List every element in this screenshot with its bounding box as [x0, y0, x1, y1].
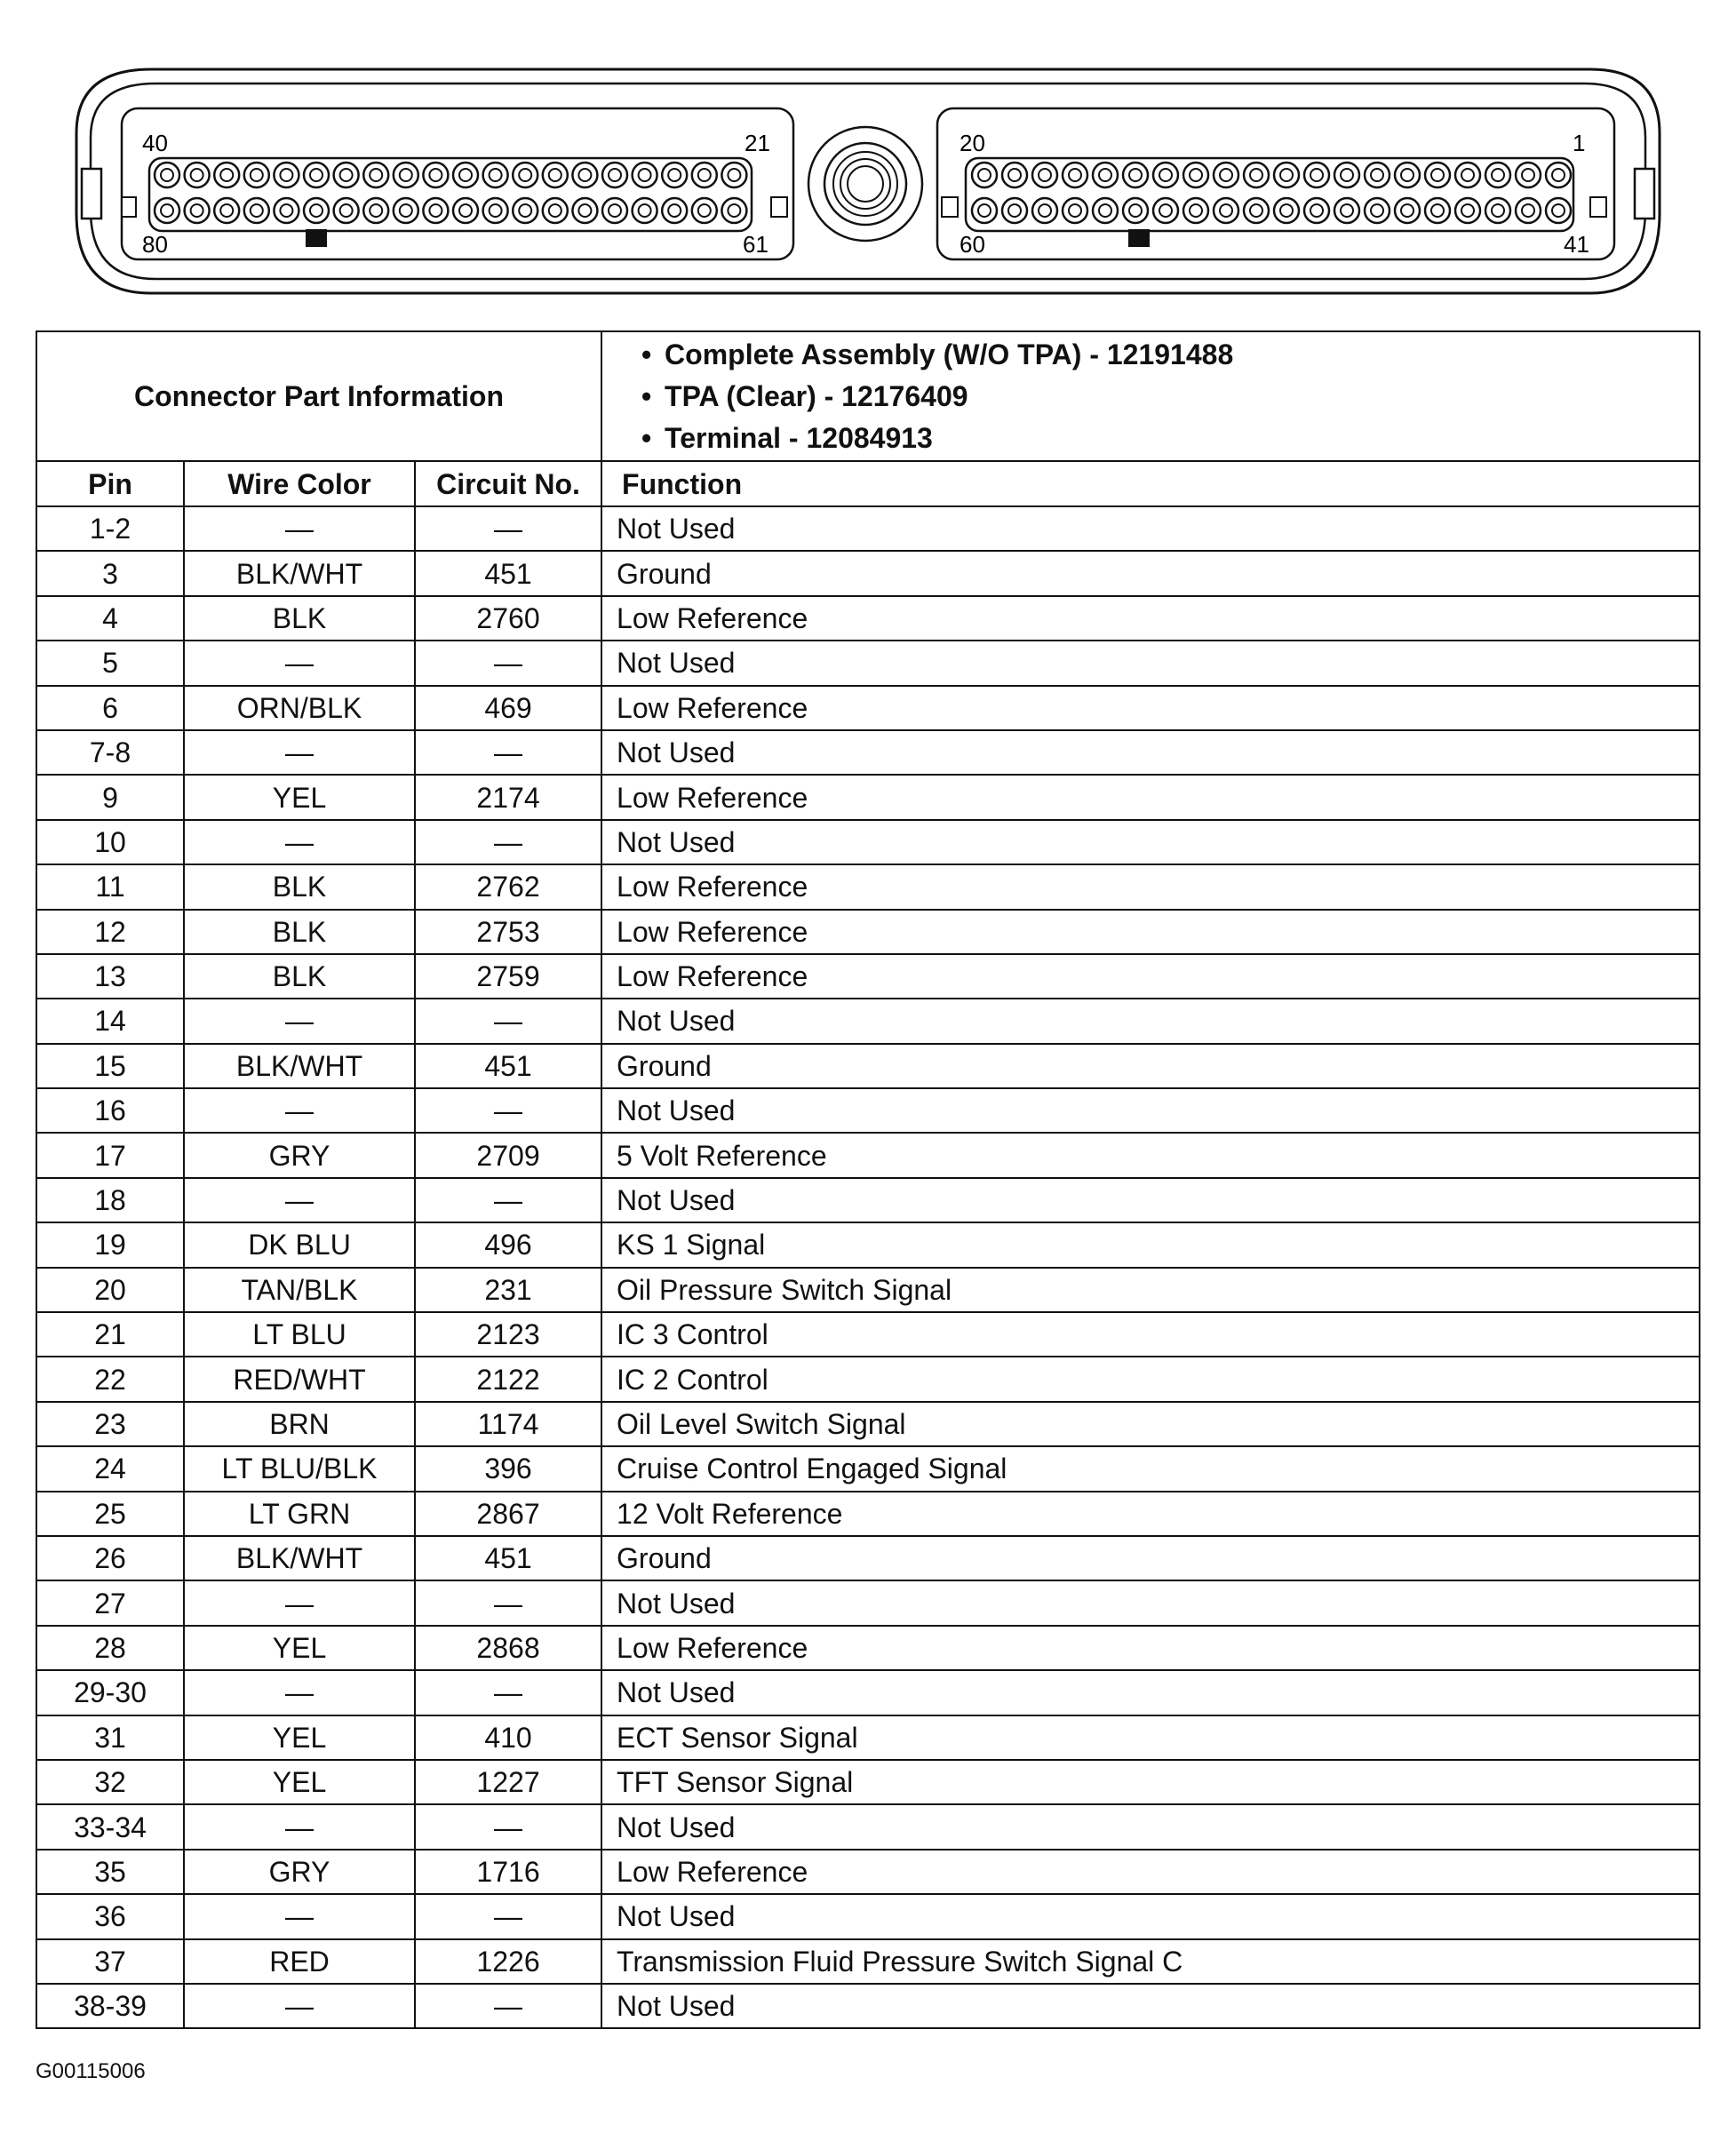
pin-cell: 19	[36, 1222, 184, 1267]
right-pin-hole	[1214, 163, 1238, 187]
wire-color-cell: —	[184, 820, 415, 864]
table-row	[36, 1312, 1700, 1357]
pin-label-40: 40	[142, 130, 168, 156]
right-pin-hole	[1485, 163, 1510, 187]
wire-color-cell: —	[184, 1804, 415, 1849]
circuit-cell: —	[415, 730, 601, 775]
left-pin-hole	[453, 198, 478, 223]
table-row	[36, 506, 1700, 551]
right-pin-hole	[1093, 198, 1118, 223]
left-pin-hole	[423, 198, 448, 223]
right-block-key-right	[1590, 197, 1606, 217]
pin-cell: 15	[36, 1044, 184, 1088]
wire-color-cell: BLK/WHT	[184, 1536, 415, 1580]
wire-color-cell: DK BLU	[184, 1222, 415, 1267]
right-pin-hole	[1032, 163, 1057, 187]
pin-cell: 14	[36, 999, 184, 1043]
circuit-cell: 2123	[415, 1312, 601, 1357]
connector-housing-inner	[91, 84, 1645, 279]
left-pin-hole	[602, 163, 627, 187]
table-row	[36, 1268, 1700, 1312]
table-row	[36, 864, 1700, 909]
part-info-item: • TPA (Clear) - 12176409	[641, 380, 968, 412]
circuit-cell: —	[415, 1580, 601, 1625]
right-pin-hole	[1123, 163, 1148, 187]
left-pin-hole	[662, 198, 687, 223]
pin-label-61: 61	[743, 231, 768, 258]
right-pin-hole	[1244, 198, 1269, 223]
left-block-key-right	[771, 197, 787, 217]
right-pin-hole	[1274, 163, 1299, 187]
circuit-cell: 2709	[415, 1133, 601, 1177]
pin-cell: 36	[36, 1894, 184, 1938]
pin-cell: 32	[36, 1760, 184, 1804]
left-pin-hole	[363, 198, 388, 223]
pin-label-60: 60	[960, 231, 985, 258]
pin-cell: 28	[36, 1626, 184, 1670]
function-cell: Not Used	[601, 1894, 1700, 1938]
right-pin-hole	[1063, 163, 1087, 187]
table-row	[36, 1715, 1700, 1760]
pin-cell: 35	[36, 1850, 184, 1894]
wire-color-cell: —	[184, 1894, 415, 1938]
part-info-label: Connector Part Information	[36, 331, 601, 461]
right-pin-hole	[1485, 198, 1510, 223]
function-cell: Not Used	[601, 1670, 1700, 1715]
circuit-cell: 396	[415, 1446, 601, 1491]
right-pin-hole	[1395, 198, 1420, 223]
left-pin-hole	[334, 198, 359, 223]
circuit-cell: —	[415, 999, 601, 1043]
pin-label-80: 80	[142, 231, 168, 258]
pin-cell: 23	[36, 1402, 184, 1446]
table-row	[36, 1580, 1700, 1625]
pin-cell: 33-34	[36, 1804, 184, 1849]
table-header-row	[36, 461, 1700, 506]
left-pin-hole	[602, 198, 627, 223]
part-info-item: • Complete Assembly (W/O TPA) - 12191488	[641, 338, 1234, 370]
left-pin-hole	[721, 198, 746, 223]
function-cell: ECT Sensor Signal	[601, 1715, 1700, 1760]
function-cell: Low Reference	[601, 1626, 1700, 1670]
circuit-cell: 2759	[415, 954, 601, 999]
table-row	[36, 1446, 1700, 1491]
connector-face-diagram	[0, 0, 1736, 311]
table-row	[36, 1939, 1700, 1984]
header-function: Function	[601, 461, 1700, 506]
pin-cell: 16	[36, 1088, 184, 1133]
right-pin-hole	[1455, 198, 1480, 223]
left-pin-hole	[214, 163, 239, 187]
circuit-cell: 2174	[415, 775, 601, 819]
function-cell: Not Used	[601, 730, 1700, 775]
function-cell: IC 2 Control	[601, 1357, 1700, 1401]
left-pin-hole	[633, 163, 657, 187]
function-cell: Not Used	[601, 1804, 1700, 1849]
circuit-cell: 1716	[415, 1850, 601, 1894]
left-pin-hole	[423, 163, 448, 187]
circuit-cell: —	[415, 1088, 601, 1133]
pin-cell: 37	[36, 1939, 184, 1984]
wire-color-cell: —	[184, 641, 415, 685]
pin-holes	[155, 163, 1571, 223]
header-pin: Pin	[36, 461, 184, 506]
table-row	[36, 551, 1700, 595]
function-cell: Low Reference	[601, 864, 1700, 909]
right-block-key-left	[942, 197, 958, 217]
right-pin-hole	[1425, 163, 1450, 187]
right-pin-hole	[1153, 163, 1178, 187]
left-pin-hole	[543, 198, 568, 223]
left-pin-hole	[483, 198, 508, 223]
left-polarization-key	[306, 229, 327, 247]
pin-cell: 13	[36, 954, 184, 999]
circuit-cell: 2762	[415, 864, 601, 909]
right-pin-hole	[1516, 198, 1541, 223]
center-bolt	[808, 127, 922, 241]
left-pin-hole	[155, 163, 179, 187]
table-row	[36, 1222, 1700, 1267]
function-cell: Oil Level Switch Signal	[601, 1402, 1700, 1446]
right-pin-hole	[1214, 198, 1238, 223]
right-pin-hole	[1455, 163, 1480, 187]
right-pin-hole	[1365, 163, 1390, 187]
left-pin-hole	[394, 198, 418, 223]
wire-color-cell: —	[184, 999, 415, 1043]
wire-color-cell: BLK	[184, 910, 415, 954]
circuit-cell: 496	[415, 1222, 601, 1267]
circuit-cell: —	[415, 1804, 601, 1849]
table-row	[36, 775, 1700, 819]
table-row	[36, 1088, 1700, 1133]
function-cell: 5 Volt Reference	[601, 1133, 1700, 1177]
table-row	[36, 1850, 1700, 1894]
table-row	[36, 641, 1700, 685]
pin-label-41: 41	[1564, 231, 1589, 258]
circuit-cell: —	[415, 1178, 601, 1222]
header-wire-color: Wire Color	[184, 461, 415, 506]
circuit-cell: 451	[415, 1536, 601, 1580]
right-pin-hole	[972, 163, 997, 187]
function-cell: TFT Sensor Signal	[601, 1760, 1700, 1804]
wire-color-cell: BLK	[184, 864, 415, 909]
left-pin-hole	[214, 198, 239, 223]
pin-cell: 20	[36, 1268, 184, 1312]
right-pin-hole	[1334, 198, 1359, 223]
pin-cell: 10	[36, 820, 184, 864]
function-cell: Ground	[601, 1536, 1700, 1580]
function-cell: Not Used	[601, 506, 1700, 551]
wire-color-cell: —	[184, 1178, 415, 1222]
connector-pinout-table	[36, 330, 1700, 2029]
right-pin-block	[937, 108, 1614, 259]
table-row	[36, 1804, 1700, 1849]
right-pin-hole	[1334, 163, 1359, 187]
wire-color-cell: RED/WHT	[184, 1357, 415, 1401]
left-pin-hole	[453, 163, 478, 187]
pin-cell: 18	[36, 1178, 184, 1222]
right-pin-hole	[1274, 198, 1299, 223]
function-cell: Low Reference	[601, 596, 1700, 641]
table-row	[36, 1760, 1700, 1804]
pin-cell: 31	[36, 1715, 184, 1760]
left-pin-hole	[394, 163, 418, 187]
wire-color-cell: BLK/WHT	[184, 551, 415, 595]
right-pin-hole	[1304, 163, 1329, 187]
left-pin-frame	[149, 158, 752, 231]
left-pin-hole	[572, 198, 597, 223]
pin-cell: 17	[36, 1133, 184, 1177]
table-row	[36, 596, 1700, 641]
part-info-item: • Terminal - 12084913	[641, 422, 933, 454]
table-row	[36, 1536, 1700, 1580]
circuit-cell: —	[415, 820, 601, 864]
wire-color-cell: LT GRN	[184, 1492, 415, 1536]
pin-cell: 38-39	[36, 1984, 184, 2028]
circuit-cell: 469	[415, 686, 601, 730]
wire-color-cell: GRY	[184, 1850, 415, 1894]
wire-color-cell: BRN	[184, 1402, 415, 1446]
table-row	[36, 686, 1700, 730]
wire-color-cell: LT BLU	[184, 1312, 415, 1357]
table-row	[36, 1178, 1700, 1222]
part-info-list	[601, 331, 1700, 461]
table-row	[36, 1133, 1700, 1177]
right-pin-hole	[1516, 163, 1541, 187]
left-pin-hole	[304, 163, 329, 187]
table-row	[36, 1044, 1700, 1088]
circuit-cell: 410	[415, 1715, 601, 1760]
function-cell: 12 Volt Reference	[601, 1492, 1700, 1536]
pin-cell: 4	[36, 596, 184, 641]
left-pin-hole	[633, 198, 657, 223]
function-cell: IC 3 Control	[601, 1312, 1700, 1357]
wire-color-cell: BLK	[184, 596, 415, 641]
wire-color-cell: LT BLU/BLK	[184, 1446, 415, 1491]
table-row	[36, 1626, 1700, 1670]
function-cell: Not Used	[601, 999, 1700, 1043]
wire-color-cell: RED	[184, 1939, 415, 1984]
right-pin-hole	[1546, 163, 1571, 187]
left-pin-hole	[513, 163, 538, 187]
circuit-cell: 2753	[415, 910, 601, 954]
function-cell: KS 1 Signal	[601, 1222, 1700, 1267]
circuit-cell: 231	[415, 1268, 601, 1312]
wire-color-cell: ORN/BLK	[184, 686, 415, 730]
wire-color-cell: —	[184, 1088, 415, 1133]
circuit-cell: 1226	[415, 1939, 601, 1984]
function-cell: Low Reference	[601, 686, 1700, 730]
wire-color-cell: BLK	[184, 954, 415, 999]
circuit-cell: —	[415, 1894, 601, 1938]
left-pin-hole	[334, 163, 359, 187]
wire-color-cell: BLK/WHT	[184, 1044, 415, 1088]
circuit-cell: —	[415, 1984, 601, 2028]
right-pin-hole	[1153, 198, 1178, 223]
circuit-cell: —	[415, 1670, 601, 1715]
function-cell: Not Used	[601, 1580, 1700, 1625]
circuit-cell: 1227	[415, 1760, 601, 1804]
part-info-row	[36, 331, 1700, 461]
left-pin-hole	[543, 163, 568, 187]
wire-color-cell: —	[184, 730, 415, 775]
wire-color-cell: YEL	[184, 1760, 415, 1804]
circuit-cell: 2867	[415, 1492, 601, 1536]
function-cell: Transmission Fluid Pressure Switch Signal C	[601, 1939, 1700, 1984]
pin-cell: 24	[36, 1446, 184, 1491]
function-cell: Not Used	[601, 1178, 1700, 1222]
right-latch	[1635, 169, 1654, 219]
left-pin-hole	[244, 198, 269, 223]
left-pin-hole	[513, 198, 538, 223]
left-block-key-left	[122, 197, 136, 217]
wire-color-cell: YEL	[184, 1715, 415, 1760]
function-cell: Oil Pressure Switch Signal	[601, 1268, 1700, 1312]
right-pin-hole	[1002, 198, 1027, 223]
right-pin-hole	[1395, 163, 1420, 187]
right-pin-hole	[1002, 163, 1027, 187]
table-row	[36, 1357, 1700, 1401]
circuit-cell: —	[415, 506, 601, 551]
function-cell: Ground	[601, 1044, 1700, 1088]
left-pin-hole	[304, 198, 329, 223]
pin-label-1: 1	[1573, 130, 1586, 156]
right-pin-hole	[1425, 198, 1450, 223]
left-pin-hole	[244, 163, 269, 187]
pin-cell: 22	[36, 1357, 184, 1401]
left-pin-hole	[572, 163, 597, 187]
pin-cell: 12	[36, 910, 184, 954]
circuit-cell: 2868	[415, 1626, 601, 1670]
function-cell: Low Reference	[601, 775, 1700, 819]
pin-cell: 5	[36, 641, 184, 685]
left-pin-hole	[692, 198, 717, 223]
function-cell: Ground	[601, 551, 1700, 595]
right-pin-hole	[1244, 163, 1269, 187]
right-pin-hole	[1183, 198, 1208, 223]
left-pin-hole	[185, 198, 210, 223]
right-pin-hole	[1304, 198, 1329, 223]
wire-color-cell: —	[184, 506, 415, 551]
pin-cell: 21	[36, 1312, 184, 1357]
left-pin-hole	[274, 163, 299, 187]
wire-color-cell: —	[184, 1984, 415, 2028]
table-row	[36, 1670, 1700, 1715]
table-row	[36, 730, 1700, 775]
right-pin-hole	[1183, 163, 1208, 187]
pin-cell: 29-30	[36, 1670, 184, 1715]
left-pin-hole	[721, 163, 746, 187]
circuit-cell: 451	[415, 551, 601, 595]
left-pin-hole	[692, 163, 717, 187]
function-cell: Low Reference	[601, 1850, 1700, 1894]
function-cell: Not Used	[601, 1088, 1700, 1133]
right-pin-hole	[972, 198, 997, 223]
figure-code: G00115006	[36, 2059, 146, 2083]
pin-label-21: 21	[745, 130, 770, 156]
left-pin-hole	[363, 163, 388, 187]
function-cell: Not Used	[601, 820, 1700, 864]
pin-cell: 6	[36, 686, 184, 730]
table-row	[36, 820, 1700, 864]
table-row	[36, 910, 1700, 954]
left-pin-hole	[274, 198, 299, 223]
circuit-cell: —	[415, 641, 601, 685]
right-polarization-key	[1128, 229, 1150, 247]
pin-cell: 3	[36, 551, 184, 595]
wire-color-cell: TAN/BLK	[184, 1268, 415, 1312]
right-pin-hole	[1365, 198, 1390, 223]
pin-cell: 9	[36, 775, 184, 819]
function-cell: Not Used	[601, 641, 1700, 685]
pin-cell: 11	[36, 864, 184, 909]
table-row	[36, 999, 1700, 1043]
wire-color-cell: YEL	[184, 1626, 415, 1670]
function-cell: Low Reference	[601, 954, 1700, 999]
wire-color-cell: —	[184, 1670, 415, 1715]
wire-color-cell: YEL	[184, 775, 415, 819]
pin-cell: 7-8	[36, 730, 184, 775]
circuit-cell: 2760	[415, 596, 601, 641]
circuit-cell: 451	[415, 1044, 601, 1088]
left-pin-hole	[185, 163, 210, 187]
wire-color-cell: —	[184, 1580, 415, 1625]
left-pin-hole	[662, 163, 687, 187]
circuit-cell: 1174	[415, 1402, 601, 1446]
left-latch	[82, 169, 101, 219]
header-circuit-no: Circuit No.	[415, 461, 601, 506]
function-cell: Low Reference	[601, 910, 1700, 954]
wire-color-cell: GRY	[184, 1133, 415, 1177]
pin-label-20: 20	[960, 130, 985, 156]
right-pin-hole	[1546, 198, 1571, 223]
right-pin-hole	[1093, 163, 1118, 187]
table-row	[36, 954, 1700, 999]
table-row	[36, 1894, 1700, 1938]
right-pin-hole	[1063, 198, 1087, 223]
table-row	[36, 1402, 1700, 1446]
pin-cell: 25	[36, 1492, 184, 1536]
right-pin-hole	[1123, 198, 1148, 223]
left-pin-hole	[483, 163, 508, 187]
pin-cell: 1-2	[36, 506, 184, 551]
pin-cell: 26	[36, 1536, 184, 1580]
circuit-cell: 2122	[415, 1357, 601, 1401]
function-cell: Cruise Control Engaged Signal	[601, 1446, 1700, 1491]
table-row	[36, 1984, 1700, 2028]
table-row	[36, 1492, 1700, 1536]
function-cell: Not Used	[601, 1984, 1700, 2028]
right-pin-hole	[1032, 198, 1057, 223]
pin-cell: 27	[36, 1580, 184, 1625]
left-pin-hole	[155, 198, 179, 223]
